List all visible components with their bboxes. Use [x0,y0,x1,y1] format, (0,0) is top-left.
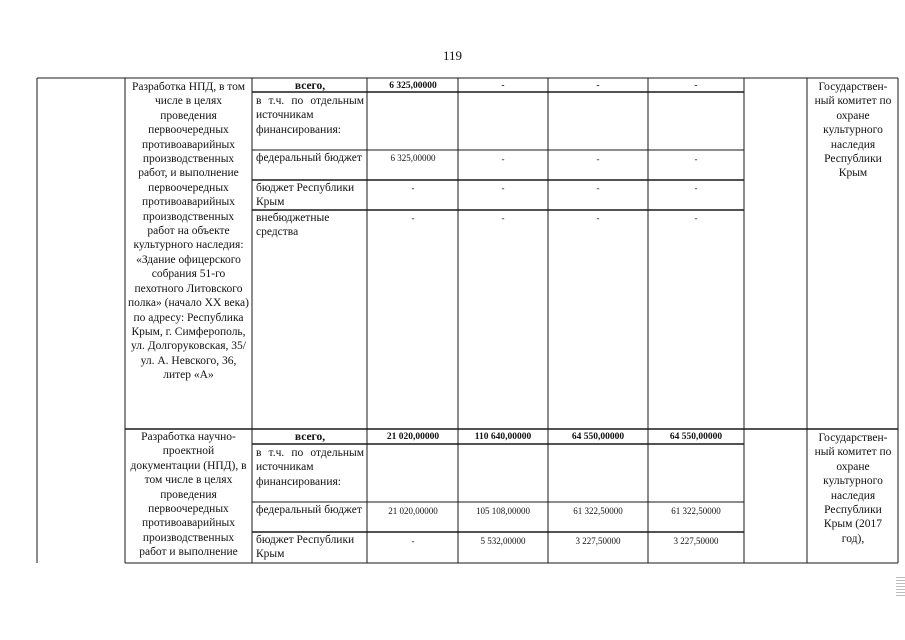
section-2-total-value-1: 21 020,00000 [386,432,440,442]
section-1-total-value-4: - [694,81,698,91]
section-1-crimea-value-1: - [411,183,415,193]
section-1-executor: Государствен-ный комитет по охране культурного наследия Республики Крым [814,81,892,180]
section-1-description: Разработка НПД, в том числе в целях проведения первоочередных противоаварийных производственных работ, и выполнение первоочередных противоаварийных производственных работ на объекте культурного наследия: «Здание офицерского собрания 51-го пехотного Литовского полка» (начало XX века) по адресу: Республика Крым, г. Симферополь, ул. Долгоруковская, 35/ ул. А. Невского, 36, литер «А» [128,81,249,382]
section-1-extrabudget-value-4: - [694,213,698,223]
section-1-crimea-value-3: - [596,183,600,193]
section-1-row-sources-label: в т.ч. по отдельным источникам финансирования: [256,95,364,136]
section-2-row-total-label: всего, [294,431,326,443]
section-2-row-sources-label: в т.ч. по отдельным источникам финансирования: [256,447,364,488]
section-2-crimea-value-1: - [411,536,415,546]
section-2-executor: Государствен-ный комитет по охране культурного наследия Республики Крым (2017 год), [814,432,892,545]
section-1-total-value-1: 6 325,00000 [389,81,437,91]
section-2-total-value-3: 64 550,00000 [571,432,625,442]
section-1-federal-value-4: - [694,154,698,164]
section-1-federal-value-3: - [596,154,600,164]
section-1-total-value-3: - [596,81,600,91]
section-1-row-total-label: всего, [294,80,326,92]
section-2-total-value-2: 110 640,00000 [474,432,532,442]
section-1-crimea-value-2: - [501,183,505,193]
section-2-row-crimea-label: бюджет Республики Крым [256,534,355,561]
section-2-total-value-4: 64 550,00000 [669,432,723,442]
section-1-row-crimea-label: бюджет Республики Крым [256,182,355,209]
section-2-crimea-value-4: 3 227,50000 [673,536,719,546]
section-2-federal-value-1: 21 020,00000 [388,506,438,516]
section-1-crimea-value-4: - [694,183,698,193]
section-1-row-extrabudget-label: внебюджетные средства [256,212,330,239]
scan-artifact [896,576,905,596]
section-2-description: Разработка научно-проектной документации (НПД), в том числе в целях проведения первоочередных противоаварийных производственных работ и выполнение [130,431,247,559]
section-1-total-value-2: - [501,81,505,91]
section-2-federal-value-2: 105 108,00000 [476,506,530,516]
section-2-federal-value-4: 61 322,50000 [671,506,721,516]
section-1-row-federal-label: федеральный бюджет [256,152,362,164]
section-1-federal-value-1: 6 325,00000 [390,153,436,163]
section-1-extrabudget-value-3: - [596,213,600,223]
section-1-extrabudget-value-2: - [501,213,505,223]
section-2-federal-value-3: 61 322,50000 [573,506,623,516]
section-2-crimea-value-2: 5 532,00000 [480,536,526,546]
section-1-extrabudget-value-1: - [411,213,415,223]
section-2-row-federal-label: федеральный бюджет [256,504,362,516]
section-2-crimea-value-3: 3 227,50000 [575,536,621,546]
page-number: 119 [442,48,463,63]
section-1-federal-value-2: - [501,154,505,164]
